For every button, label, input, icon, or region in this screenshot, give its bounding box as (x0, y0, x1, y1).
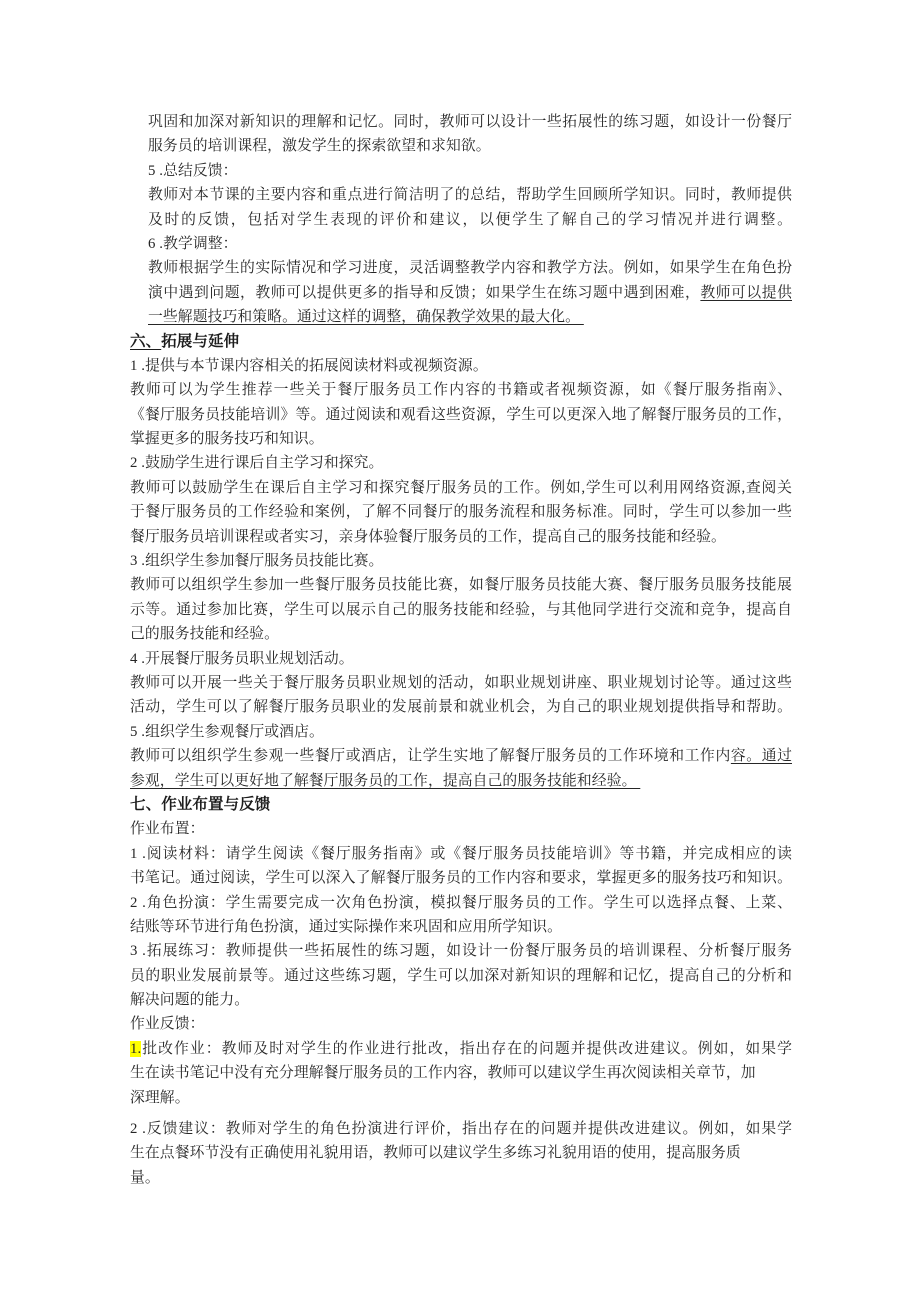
text-line (130, 647, 792, 671)
text-line (130, 525, 792, 549)
text-segment: 演中遇到问题，教师可以提供更多的指导和反馈；如果学生在练习题中遇到困难， (148, 284, 701, 301)
text-line (130, 378, 792, 402)
item-5-visit-restaurant-label (130, 720, 792, 744)
text-line (130, 1037, 792, 1061)
para-grading-homework (130, 1037, 792, 1110)
text-line (130, 891, 792, 915)
text-line (148, 281, 792, 305)
underlined-text: 参观，学生可以更好地了解餐厅服务员的工作，提高自己的服务技能和经验。 (130, 772, 641, 789)
text-line (130, 598, 792, 622)
text-segment: 2 .鼓励学生进行课后自主学习和探究。 (130, 455, 384, 472)
text-segment: 生在读书笔记中没有充分理解餐厅服务员的工作内容，教师可以建议学生再次阅读相关章节，加 (130, 1065, 756, 1082)
text-segment: 餐厅服务员培训课程或者实习，亲身体验餐厅服务员的工作，提高自己的服务技能和经验。 (130, 528, 726, 545)
text-segment: 教师可以开展一些关于餐厅服务员职业规划的活动，如职业规划讲座、职业规划讨论等。通过这些 (130, 674, 792, 691)
text-line (130, 1086, 792, 1110)
text-line (130, 451, 792, 475)
text-segment: 作业布置： (130, 821, 205, 838)
item-2-self-study-label (130, 451, 792, 475)
text-line (130, 1012, 792, 1036)
text-segment: 3 .拓展练习：教师提供一些拓展性的练习题，如设计一份餐厅服务员的培训课程、分析餐厅服务 (130, 943, 792, 960)
text-segment: 4 .开展餐厅服务员职业规划活动。 (130, 650, 354, 667)
document-page (130, 110, 792, 1190)
underlined-text: 六、 (130, 332, 162, 350)
text-segment: 教师对本节课的主要内容和重点进行简洁明了的总结，帮助学生回顾所学知识。同时，教师提供 (148, 187, 792, 204)
text-line (130, 403, 792, 427)
text-line (130, 744, 792, 768)
text-line (130, 793, 792, 817)
text-line (130, 622, 792, 646)
para-role-play-homework (130, 891, 792, 940)
item-3-skill-competition-label (130, 549, 792, 573)
underlined-text: 容。通过 (730, 748, 792, 765)
item-1-reading-materials-label (130, 354, 792, 378)
text-line (148, 305, 792, 329)
text-segment: 教师可以为学生推荐一些关于餐厅服务员工作内容的书籍或者视频资源，如《餐厅服务指南》、 (130, 382, 792, 399)
text-segment: 员的职业发展前景等。通过这些练习题，学生可以加深对新知识的理解和记忆，提高自己的分析和 (130, 967, 792, 984)
text-line (130, 720, 792, 744)
text-line (130, 866, 792, 890)
text-segment: 2 .角色扮演：学生需要完成一次角色扮演，模拟餐厅服务员的工作。学生可以选择点餐、上菜、 (130, 894, 792, 911)
text-line (130, 964, 792, 988)
para-skill-competition (130, 573, 792, 646)
text-segment: 及时的反馈，包括对学生表现的评价和建议，以便学生了解自己的学习情况并进行调整。 (148, 211, 792, 228)
text-line (148, 256, 792, 280)
text-segment: 批改作业：教师及时对学生的作业进行批改，指出存在的问题并提供改进建议。例如，如果学 (141, 1040, 792, 1057)
text-segment: 量。 (130, 1169, 160, 1186)
text-segment: 七、作业布置与反馈 (130, 795, 271, 813)
text-segment: 拓展与延伸 (161, 332, 240, 350)
text-segment: 3 .组织学生参加餐厅服务员技能比赛。 (130, 553, 384, 570)
para-expansion-exercise-homework (130, 939, 792, 1012)
text-segment: 6 .教学调整： (148, 235, 238, 252)
text-line (148, 208, 792, 232)
text-segment: 活动，学生可以了解餐厅服务员职业的发展前景和就业机会，为自己的职业规划提供指导和帮助。 (130, 699, 792, 716)
text-line (130, 354, 792, 378)
text-segment: 生在点餐环节没有正确使用礼貌用语，教师可以建议学生多练习礼貌用语的使用，提高服务质 (130, 1145, 741, 1162)
text-segment: 教师可以组织学生参观一些餐厅或酒店，让学生实地了解餐厅服务员的工作环境和工作内 (130, 748, 731, 765)
text-line (130, 817, 792, 841)
text-segment: 服务员的培训课程，激发学生的探索欲望和求知欲。 (148, 138, 491, 155)
text-line (148, 232, 792, 256)
text-line (130, 769, 792, 793)
text-line (148, 159, 792, 183)
para-summary-feedback (130, 183, 792, 232)
text-segment: 2 .反馈建议：教师对学生的角色扮演进行评价，指出存在的问题并提供改进建议。例如，如果学 (130, 1121, 792, 1138)
text-segment: 示等。通过参加比赛，学生可以展示自己的服务技能和经验，与其他同学进行交流和竞争，提高自 (130, 601, 792, 618)
underlined-text: 教师可以提供 (700, 284, 792, 301)
para-teaching-adjustment (130, 256, 792, 329)
text-segment: 作业反馈： (130, 1016, 205, 1033)
text-line (148, 134, 792, 158)
para-reading-materials (130, 378, 792, 451)
text-segment: 己的服务技能和经验。 (130, 626, 279, 643)
label-homework-assignment (130, 817, 792, 841)
para-career-planning (130, 671, 792, 720)
text-line (130, 573, 792, 597)
text-line (130, 988, 792, 1012)
text-line (130, 1061, 792, 1085)
text-segment: 深理解。 (130, 1089, 190, 1106)
item-6-teaching-adjustment-label (130, 232, 792, 256)
text-line (130, 427, 792, 451)
text-line (130, 671, 792, 695)
text-line (130, 500, 792, 524)
text-line (130, 939, 792, 963)
heading-section-6-expansion (130, 330, 792, 354)
item-5-summary-feedback-label (130, 159, 792, 183)
text-line (130, 695, 792, 719)
item-4-career-planning-label (130, 647, 792, 671)
text-segment: 于餐厅服务员的工作经验和案例，了解不同餐厅的服务流程和服务标准。同时，学生可以参加一些 (130, 504, 792, 521)
underlined-text: 一些解题技巧和策略。通过这样的调整，确保教学效果的最大化。 (148, 309, 584, 326)
text-line (130, 549, 792, 573)
text-segment: 1 .提供与本节课内容相关的拓展阅读材料或视频资源。 (130, 357, 488, 374)
heading-section-7-homework (130, 793, 792, 817)
para-feedback-suggestion (130, 1117, 792, 1190)
label-homework-feedback (130, 1012, 792, 1036)
text-segment: 5 .组织学生参观餐厅或酒店。 (130, 723, 324, 740)
text-segment: 教师可以鼓励学生在课后自主学习和探究餐厅服务员的工作。例如,学生可以利用网络资源,查阅关 (130, 479, 792, 496)
text-segment: 教师可以组织学生参加一些餐厅服务员技能比赛，如餐厅服务员技能大赛、餐厅服务员服务技能展 (130, 577, 792, 594)
text-line (130, 1166, 792, 1190)
para-knowledge-consolidation (130, 110, 792, 159)
text-segment: 巩固和加深对新知识的理解和记忆。同时，教师可以设计一些拓展性的练习题，如设计一份餐厅 (148, 114, 792, 130)
text-segment: 《餐厅服务员技能培训》等。通过阅读和观看这些资源，学生可以更深入地了解餐厅服务员的工作， (130, 406, 792, 423)
text-line (130, 842, 792, 866)
text-segment: 掌握更多的服务技巧和知识。 (130, 431, 324, 448)
text-line (148, 183, 792, 207)
text-line (130, 1117, 792, 1141)
para-visit-restaurant (130, 744, 792, 793)
text-segment: 教师根据学生的实际情况和学习进度，灵活调整教学内容和教学方法。例如，如果学生在角色扮 (148, 260, 792, 277)
highlighted-text: 1. (130, 1040, 142, 1057)
para-reading-homework (130, 842, 792, 891)
text-line (130, 476, 792, 500)
text-line (130, 1141, 792, 1165)
text-line (148, 110, 792, 134)
text-segment: 书笔记。通过阅读，学生可以深入了解餐厅服务员的工作内容和要求，掌握更多的服务技巧和知识。 (130, 870, 792, 887)
text-segment: 1 .阅读材料：请学生阅读《餐厅服务指南》或《餐厅服务员技能培训》等书籍，并完成相应的读 (130, 845, 792, 862)
text-line (130, 330, 792, 354)
text-line (130, 915, 792, 939)
text-segment: 结账等环节进行角色扮演，通过实际操作来巩固和应用所学知识。 (130, 918, 563, 935)
para-self-study (130, 476, 792, 549)
text-segment: 5 .总结反馈： (148, 162, 238, 179)
text-segment: 解决问题的能力。 (130, 992, 250, 1009)
